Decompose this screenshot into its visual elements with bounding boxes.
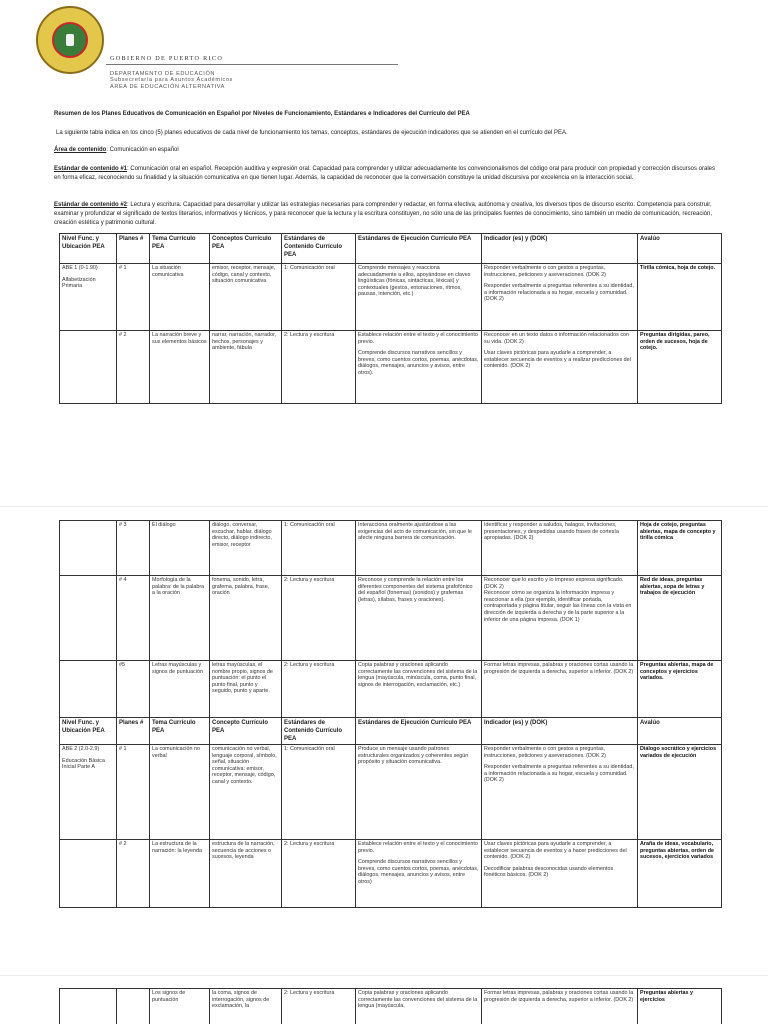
ejecucion-cell: Comprende mensajes y reacciona adecuadamente a ellos, apoyándose en claves lingüísticas (fónicas, sintácticas, léxicas) y contextuales (gestos, entonaciones, ritmos, pausas, intención, etc.)	[356, 264, 482, 331]
plan-cell: # 1	[117, 264, 150, 331]
nivel-cell	[60, 840, 117, 908]
plan-cell: # 4	[117, 576, 150, 661]
standard-1-text: : Comunicación oral en español. Recepción auditiva y expresión oral. Capacidad para comprender y utilizar adecuadamente los convencionalismos del código oral para producir con propiedad y corrección discursos orales en forma eficaz, reconociendo su finalidad y la situación comunicativa en que tienen lugar. Además, la capacidad de reconocer que la conversación constituye la unidad discursiva por excelencia en la interacción social.	[54, 166, 716, 181]
table-header-row	[60, 718, 722, 745]
plan-cell: # 3	[117, 521, 150, 576]
government-name: GOBIERNO DE PUERTO RICO	[110, 55, 224, 62]
conceptos-cell: narrar, narración, narrador, hechos, personajes y ambiente, fábula	[210, 331, 282, 404]
table-row	[60, 989, 722, 1024]
indicador-cell: Formar letras impresas, palabras y oraciones cortas usando la progresión de izquierda a derecha, superior a inferior. (DOK 2)	[482, 989, 638, 1024]
estandar-cell: 2: Lectura y escritura	[282, 576, 356, 661]
tema-cell: Los signos de puntuación	[150, 989, 210, 1024]
nivel-cell: ABE 1 (0-1.90) Alfabetización Primaria	[60, 264, 117, 331]
conceptos-cell: estructura de la narración, secuencia de acciones o sucesos, leyenda	[210, 840, 282, 908]
plan-cell: # 2	[117, 331, 150, 404]
conceptos-cell: letras mayúsculas, el nombre propio, signos de puntuación: el punto el punto final, punto y seguido, punto y aparte.	[210, 661, 282, 718]
department-block	[110, 71, 233, 90]
nivel-cell	[60, 989, 117, 1024]
column-header-tema: Tema Currículo PEA	[150, 234, 210, 264]
plan-cell	[117, 989, 150, 1024]
estandar-cell: 1: Comunicación oral	[282, 521, 356, 576]
indicador-cell: Formar letras impresas, palabras y oraciones cortas usando la progresión de izquierda a derecha, superior a inferior. (DOK 2)	[482, 661, 638, 718]
nivel-cell	[60, 331, 117, 404]
table-row	[60, 521, 722, 576]
page-separator	[0, 975, 768, 976]
tema-cell: La comunicación no verbal	[150, 745, 210, 840]
standard-1-label: Estándar de contenido #1	[54, 166, 128, 172]
page-separator	[0, 506, 768, 507]
table-row	[60, 264, 722, 331]
header-divider	[106, 64, 398, 65]
document-page-1	[0, 0, 768, 500]
conceptos-cell: fonema, sonido, letra, grafema, palabra, frase, oración	[210, 576, 282, 661]
column-header-estandares: Estándares de Contenido Currículo PEA	[282, 718, 356, 745]
ejecucion-cell: Establece relación entre el texto y el conocimiento previo. Comprende discursos narrativos sencillos y breves, como cuentos cortos, poemas, anécdotas, diálogos, mensajes, anuncios y avisos, entre otros).	[356, 331, 482, 404]
curriculum-table-1	[59, 233, 722, 404]
content-area-label: Área de contenido	[54, 147, 107, 153]
estandar-cell: 1: Comunicación oral	[282, 264, 356, 331]
column-header-ejecucion: Estándares de Ejecución Currículo PEA	[356, 234, 482, 264]
nivel-cell	[60, 521, 117, 576]
tema-cell: El diálogo	[150, 521, 210, 576]
department-line: ÁREA DE EDUCACIÓN ALTERNATIVA	[110, 83, 225, 90]
plan-cell: # 2	[117, 840, 150, 908]
column-header-tema: Tema Currículo PEA	[150, 718, 210, 745]
column-header-indicador: Indicador (es) y (DOK)	[482, 234, 638, 264]
column-header-avaluo: Avalúo	[638, 718, 722, 745]
estandar-cell: 2: Lectura y escritura	[282, 661, 356, 718]
ejecucion-cell: Interacciona oralmente ajustándose a las exigencias del acto de comunicación, sin que le afecte ninguna barrera de comunicación.	[356, 521, 482, 576]
conceptos-cell: emisor, receptor, mensaje, código, canal y contexto, situación comunicativa	[210, 264, 282, 331]
standard-2-text: : Lectura y escritura. Capacidad para desarrollar y utilizar las estrategias necesarias para comprender y redactar, en forma efectiva, autónoma y creativa, los diversos tipos de discurso escrito. Competencia para construir, examinar y profundizar el significado de textos literarios, informativos y técnicos, y para reconocer que la lectura y la escritura constituyen, no sólo una de las principales fuentes de conocimiento, sino también un medio de comunicación, recreación, creación estética y patrimonio cultural.	[54, 202, 713, 226]
column-header-avaluo: Avalúo	[638, 234, 722, 264]
estandar-cell: 2: Lectura y escritura	[282, 989, 356, 1024]
indicador-cell: Identificar y responder a saludos, halagos, invitaciones, presentaciones, y despedidas usando frases de cortesía apropiadas. (DOK 2)	[482, 521, 638, 576]
document-title: Resumen de los Planes Educativos de Comunicación en Español por Niveles de Funcionamiento, Estándares e Indicadores del Currículo del PEA	[54, 111, 470, 117]
indicador-cell: Usar claves pictóricas para ayudarle a comprender, a establecer secuencia de eventos y a hacer predicciones del contenido. (DOK 2) Decodificar palabras desconocidas usando elementos fonéticos básicos. (DOK 2)	[482, 840, 638, 908]
conceptos-cell: la coma, signos de interrogación, signos de exclamación, la	[210, 989, 282, 1024]
government-seal-icon	[36, 6, 104, 74]
department-line: Subsecretaría para Asuntos Académicos	[110, 77, 233, 84]
tema-cell: La situación comunicativa	[150, 264, 210, 331]
column-header-nivel: Nivel Func. y Ubicación PEA	[60, 234, 117, 264]
nivel-cell	[60, 661, 117, 718]
standard-1-paragraph	[54, 165, 716, 183]
column-header-concepto: Concepto Currículo PEA	[210, 718, 282, 745]
column-header-nivel: Nivel Func. y Ubicación PEA	[60, 718, 117, 745]
column-header-indicador: Indicador (es) y (DOK)	[482, 718, 638, 745]
column-header-estandares: Estándares de Contenido Currículo PEA	[282, 234, 356, 264]
table-row	[60, 661, 722, 718]
ejecucion-cell: Produce un mensaje usando patrones estructurales organizados y coherentes según propósito y situación comunicativa.	[356, 745, 482, 840]
ejecucion-cell: Establece relación entre el texto y el conocimiento previo. Comprende discursos narrativos sencillos y breves, como cuentos cortos, poemas, anécdotas, diálogos, mensajes, anuncios y avisos, entre otros)	[356, 840, 482, 908]
document-intro: La siguiente tabla indica en los cinco (5) planes educativos de cada nivel de funcionamiento los temas, conceptos, estándares de ejecución indicadores que se atienden en el currículo del PEA.	[56, 130, 568, 136]
ejecucion-cell: Reconoce y comprende la relación entre los diferentes componentes del sistema grafofónico del español (fonemas) (sonidos) y grafemas (letras), sílabas, frases y oraciones).	[356, 576, 482, 661]
tema-cell: Letras mayúsculas y signos de puntuación	[150, 661, 210, 718]
ejecucion-cell: Copia palabras y oraciones aplicando correctamente las convenciones del sistema de la lengua (mayúscula,	[356, 989, 482, 1024]
table-row	[60, 576, 722, 661]
table-row	[60, 840, 722, 908]
department-line: DEPARTAMENTO DE EDUCACIÓN	[110, 71, 216, 77]
indicador-cell: Responder verbalmente o con gestos a preguntas, instrucciones, peticiones y aseveraciones. (DOK 2) Responder verbalmente a preguntas referentes a su identidad, a información relacionada a su hogar, escuela y comunidad. (DOK 2)	[482, 264, 638, 331]
avaluo-cell: Preguntas abiertas, mapa de conceptos y ejercicios variados.	[638, 661, 722, 718]
avaluo-cell: Red de ideas, preguntas abiertas, sopa de letras y trabajos de ejecución	[638, 576, 722, 661]
content-area	[54, 146, 734, 155]
curriculum-table-2	[59, 520, 722, 908]
indicador-cell: Reconocer que lo escrito y lo impreso expresa significado. (DOK 2) Reconocer cómo se organiza la información impresa y reaccionar a ella (por ejemplo, identificar portada, contraportada y página titular, seguir las líneas con la vista en dirección de izquierda a derecha y de la parte superior a la inferior de una página impresa. (DOK 1)	[482, 576, 638, 661]
tema-cell: La narración breve y sus elementos básicos	[150, 331, 210, 404]
plan-cell: # 1	[117, 745, 150, 840]
avaluo-cell: Preguntas abiertas y ejercicios	[638, 989, 722, 1024]
column-header-planes: Planes #	[117, 234, 150, 264]
standard-2-label: Estándar de contenido #2	[54, 202, 128, 208]
indicador-cell: Responder verbalmente o con gestos a preguntas, instrucciones, peticiones y aseveraciones. (DOK 2) Responder verbalmente a preguntas referentes a su identidad, a información relacionada a su hogar, escuela y comunidad. (DOK 2)	[482, 745, 638, 840]
tema-cell: La estructura de la narración: la leyenda	[150, 840, 210, 908]
estandar-cell: 2: Lectura y escritura	[282, 331, 356, 404]
column-header-planes: Planes #	[117, 718, 150, 745]
table-row	[60, 745, 722, 840]
avaluo-cell: Diálogo socrático y ejercicios variados de ejecución	[638, 745, 722, 840]
estandar-cell: 2: Lectura y escritura	[282, 840, 356, 908]
tema-cell: Morfología de la palabra: de la palabra a la oración	[150, 576, 210, 661]
curriculum-table-3	[59, 988, 722, 1024]
content-area-value: : Comunicación en español	[106, 147, 179, 153]
nivel-cell	[60, 576, 117, 661]
plan-cell: #5	[117, 661, 150, 718]
standard-2-paragraph	[54, 201, 716, 228]
avaluo-cell: Preguntas dirigidas, pareo, orden de sucesos, hoja de cotejo.	[638, 331, 722, 404]
conceptos-cell: comunicación no verbal, lenguaje corporal, símbolo, señal, situación comunicativa: emisor, receptor, mensaje, código, canal y contexto.	[210, 745, 282, 840]
column-header-ejecucion: Estándares de Ejecución Currículo PEA	[356, 718, 482, 745]
conceptos-cell: diálogo, conversar, escuchar, hablar, diálogo directo, diálogo indirecto, emisor, receptor	[210, 521, 282, 576]
nivel-cell: ABE 2 (2.0-2.9) Educación Básica Inicial Parte A	[60, 745, 117, 840]
avaluo-cell: Tirilla cómica, hoja de cotejo.	[638, 264, 722, 331]
document-page-2	[0, 510, 768, 960]
table-row	[60, 331, 722, 404]
indicador-cell: Reconocer en un texto datos o información relacionados con su vida. (DOK 2) Usar claves pictóricas para ayudarle a comprender, a establecer secuencia de eventos y a realizar predicciones del contenido. (DOK 2)	[482, 331, 638, 404]
ejecucion-cell: Copia palabras y oraciones aplicando correctamente las convenciones del sistema de la lengua (mayúscula, minúscula, coma, punto final, signos de interrogación, exclamación, etc.)	[356, 661, 482, 718]
column-header-conceptos: Conceptos Currículo PEA	[210, 234, 282, 264]
document-page-3	[0, 980, 768, 1024]
estandar-cell: 1: Comunicación oral	[282, 745, 356, 840]
avaluo-cell: Hoja de cotejo, preguntas abiertas, mapa de concepto y tirilla cómica	[638, 521, 722, 576]
avaluo-cell: Araña de ideas, vocabulario, preguntas abiertas, orden de sucesos, ejercicios variados	[638, 840, 722, 908]
